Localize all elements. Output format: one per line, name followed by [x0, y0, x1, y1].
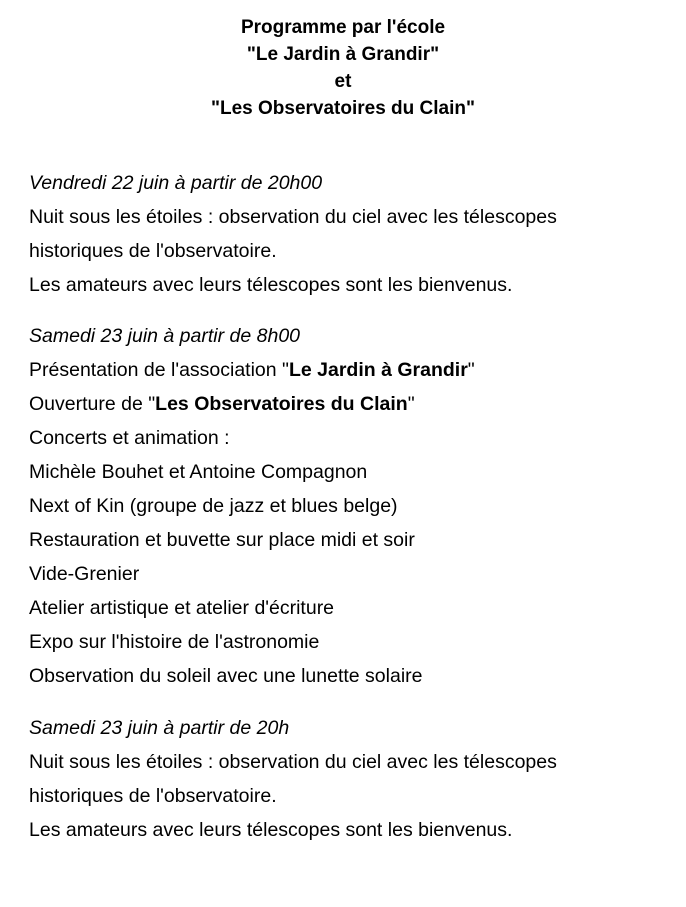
- section-line: Les amateurs avec leurs télescopes sont les bienvenus.: [29, 819, 513, 841]
- quote-close: ": [407, 393, 415, 415]
- header-conjunction: et: [334, 71, 352, 92]
- section-line: Next of Kin (groupe de jazz et blues belge): [29, 495, 398, 517]
- quote-close: ": [467, 359, 475, 381]
- section-line: Atelier artistique et atelier d'écriture: [29, 597, 335, 619]
- section-line: Michèle Bouhet et Antoine Compagnon: [29, 461, 368, 483]
- observatory-name: Les Observatoires du Clain: [155, 393, 408, 415]
- program-section-saturday-day: [29, 319, 669, 693]
- section-line: Nuit sous les étoiles : observation du ciel avec les télescopes: [29, 751, 557, 773]
- section-line: Observation du soleil avec une lunette solaire: [29, 665, 423, 687]
- presentation-prefix: Présentation de l'association: [29, 359, 283, 381]
- header-title: Programme par l'école: [240, 17, 446, 38]
- section-line: Les amateurs avec leurs télescopes sont les bienvenus.: [29, 274, 513, 296]
- section-line: Expo sur l'histoire de l'astronomie: [29, 631, 320, 653]
- program-section-saturday-evening: [29, 711, 669, 847]
- section-line: historiques de l'observatoire.: [29, 240, 277, 262]
- header-school-name: "Le Jardin à Grandir": [246, 44, 440, 65]
- section-line: Restauration et buvette sur place midi et soir: [29, 529, 415, 551]
- section-line: historiques de l'observatoire.: [29, 785, 277, 807]
- quote-open: ": [148, 393, 156, 415]
- section-date: Vendredi 22 juin à partir de 20h00: [29, 172, 323, 194]
- presentation-line: [29, 353, 669, 387]
- document-header: [0, 14, 686, 122]
- program-section-friday-evening: [29, 166, 669, 302]
- association-name: Le Jardin à Grandir: [288, 359, 468, 381]
- section-date: Samedi 23 juin à partir de 20h: [29, 717, 290, 739]
- header-observatory-name: "Les Observatoires du Clain": [210, 98, 476, 119]
- section-line: Nuit sous les étoiles : observation du ciel avec les télescopes: [29, 206, 557, 228]
- ouverture-prefix: Ouverture de: [29, 393, 149, 415]
- quote-open: ": [282, 359, 289, 381]
- ouverture-line: [29, 387, 669, 421]
- section-date: Samedi 23 juin à partir de 8h00: [29, 325, 301, 347]
- section-line: Vide-Grenier: [29, 563, 140, 585]
- section-line: Concerts et animation :: [29, 427, 230, 449]
